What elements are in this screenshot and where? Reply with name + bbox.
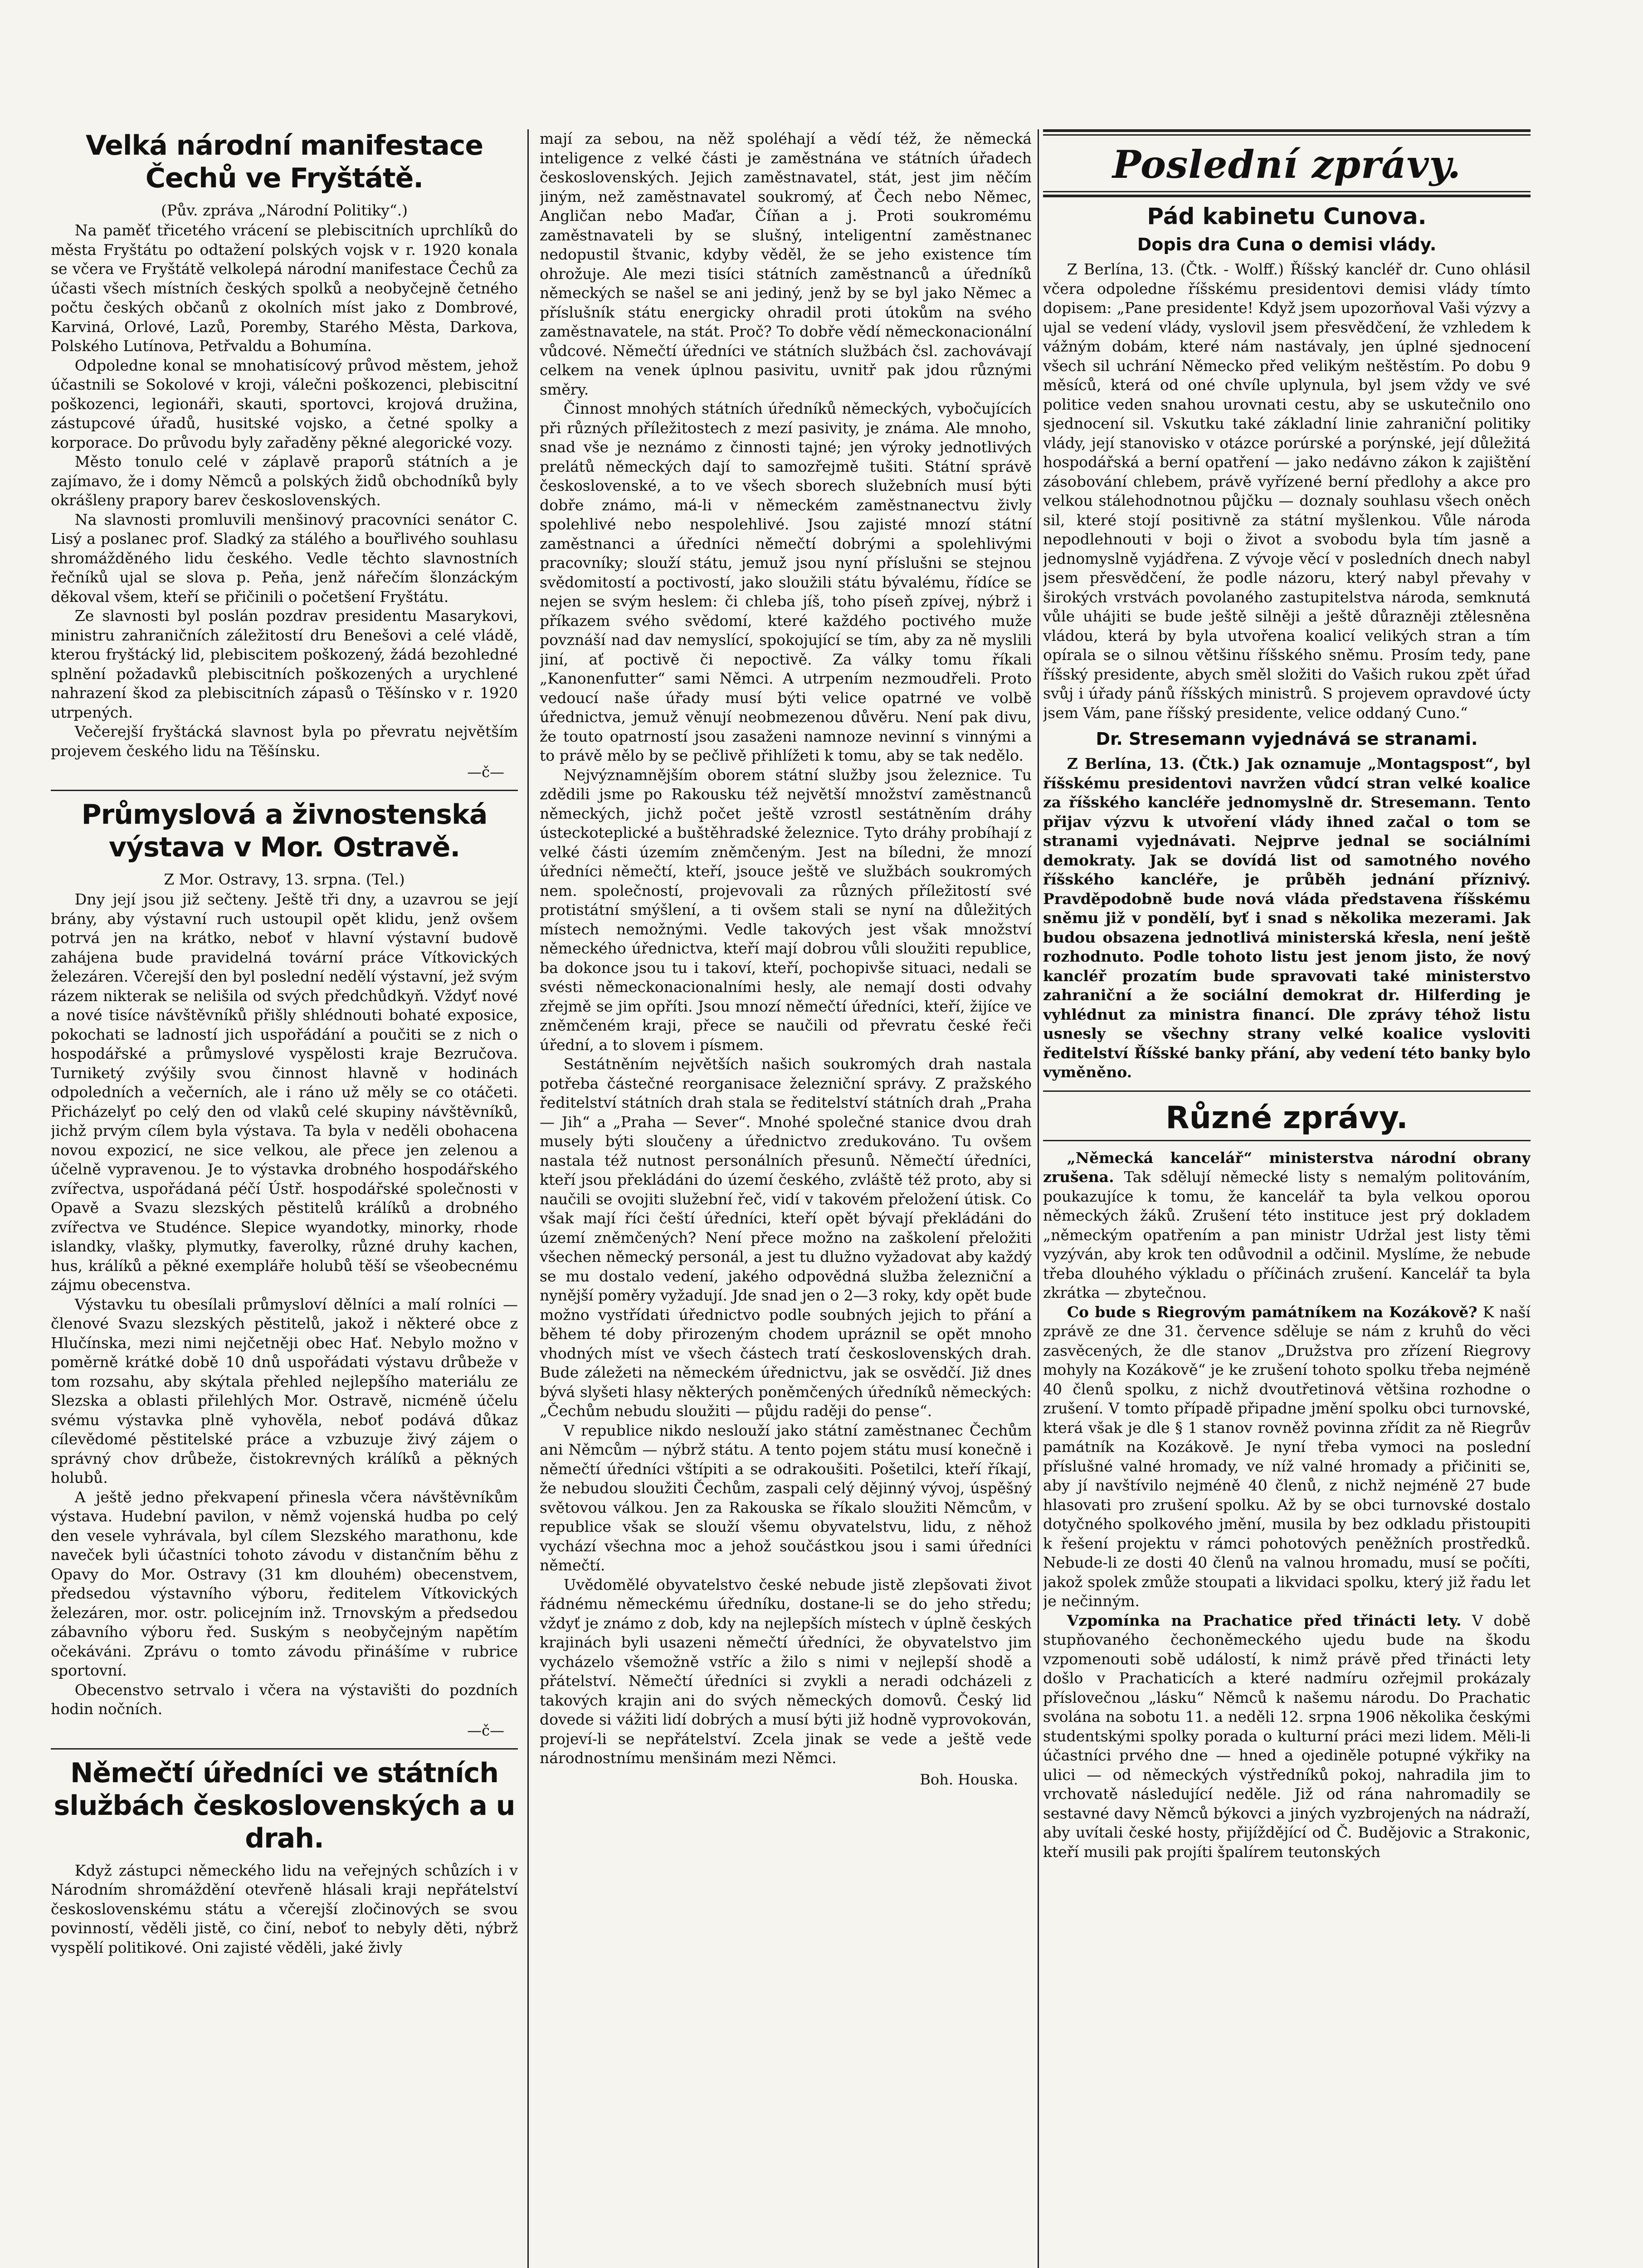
article-vystava bbox=[51, 798, 518, 1740]
paragraph: Odpoledne konal se mnohatisícový průvod městem, jehož účastnili se Sokolové v kroji, válečni poškozenci, plebiscitní poškozenci, legionáři, skauti, sportovci, krojová družina, zástupcové úřadů, husitské vojsko, a četné spolky a korporace. Do průvodu byly zařaděny pěkné alegorické vozy. bbox=[51, 356, 518, 451]
section-title: Různé zprávy. bbox=[1165, 1100, 1408, 1136]
masthead-rule-top bbox=[1043, 129, 1531, 137]
paragraph: V republice nikdo neslouží jako státní zaměstnanec Čechům ani Němcům — nýbrž státu. A tento pojem státu musí konečně i němečtí úředníci vštípiti a se odrakoušiti. Pošetilci, kteří říkají, že nebudou sloužiti Čechům, zaspali celý dějinný vývoj, úspěšný světovou válkou. Jen za Rakouska se říkalo sloužiti Němcům, v republice však se slouží všemu obyvatelstvu, lidu, z něhož vychází všechna moc a jehož součástkou jsou i sami úředníci němečtí. bbox=[540, 1421, 1032, 1574]
paragraph: Ze slavnosti byl poslán pozdrav presidentu Masarykovi, ministru zahraničních záležitostí dru Benešovi a celé vládě, kterou fryštácký lid, plebiscitem poškozený, žádá bezohledné splnění požadavků plebiscitních poškozených a urychlené nahrazení škod za plebiscitních zápasů o Těšínsko v r. 1920 utrpených. bbox=[51, 607, 518, 721]
paragraph: Když zástupci německého lidu na veřejných schůzích i v Národním shromáždění otevřeně hlásali kraji nepřátelství československému státu a včerejší zločinových se svou povinností, věděli jistě, co činí, neboť to nebyly děti, nýbrž vyspělí politikové. Oni zajisté věděli, jaké živly bbox=[51, 1861, 518, 1956]
paragraph: Výstavku tu obesílali průmysloví dělníci a malí rolníci — členové Svazu slezských pěstitelů, jakož i některé obce z Hlučínska, mezi nimi nejčetněji obec Hať. Nebylo možno v poměrně krátké době 10 dnů uspořádati výstavu drůbeže v tom rozsahu, aby skýtala přehled nejlepšího materiálu ze Slezska a oblasti přilehlých Mor. Ostravě, nicméně účelu svému výstavka plně vyhověla, neboť podává důkaz cílevědomé pěstitelské práce a vzbuzuje živý zájem o správný chov drůbeže, čistokrevných králíků a pěkných holubů. bbox=[51, 1295, 518, 1486]
subheadline: Dopis dra Cuna o demisi vlády. bbox=[1137, 235, 1437, 254]
news-item-text: Tak sdělují německé listy s nemalým politováním, poukazujíce k tomu, že kancelář ta byla velkou oporou německých žáků. Zrušení této instituce jest prý dokladem „německým opatřením a pan ministr Udržal jest listy těmi vyzýván, aby krok ten odůvodnil a odčinil. Myslíme, že nebude třeba dlouhého výkladu o příčinách zrušení. Kancelář ta byla zkrátka — zbytečnou. bbox=[1043, 1168, 1531, 1301]
article-urednici bbox=[51, 1757, 518, 1958]
news-item bbox=[1043, 1149, 1531, 1303]
paragraph: Večerejší fryštácká slavnost byla po převratu největším projevem českého lidu na Těšínsku. bbox=[51, 723, 518, 760]
headline: Pád kabinetu Cunova. bbox=[1147, 203, 1427, 230]
column-rule-left bbox=[527, 129, 529, 2268]
article-dateline: Z Mor. Ostravy, 13. srpna. (Tel.) bbox=[164, 870, 405, 888]
news-item-lead: Vzpomínka na Prachatice před třinácti lety. bbox=[1067, 1611, 1462, 1629]
paragraph: Na paměť třicetého vrácení se plebiscitních uprchlíků do města Fryštátu po odtažení polských vojsk v r. 1920 konala se včera ve Fryštátě velkolepá národní manifestace Čechů za účasti všech místních českých spolků a neobyčejně četného počtu českých občanů z okolních míst jako z Dombrové, Karviná, Orlové, Lazů, Poremby, Starého Města, Darkova, Polského Lutínova, Petřvaldu a Bohumína. bbox=[51, 221, 518, 355]
paragraph: Dny její jsou již sečteny. Ještě tři dny, a uzavrou se její brány, aby výstavní ruch ustoupil opět klidu, jenž ovšem potrvá jen na krátko, neboť v hlavní výstavní budově zahájena bude pravidelná tovární práce Vítkovických železáren. Včerejší den byl poslední nedělí výstavní, jež svým rázem nikterak se nelišila od svých předchůdkyň. Vždyť nové a nové tisíce návštěvníků přišly shlédnouti bohaté exposice, pokochati se ladností jich uspořádání a poučiti se z nich o hospodářské a průmyslové vyspělosti kraje Bezručova. Turniketý zvýšily svou činnost hlavně v hodinách odpoledních a večerních, ale i ráno už měly se co otáčeti. Přicházelyť po celý den od vlaků celé skupiny návštěvníků, jichž prvým cílem byla výstava. Ta byla v neděli obohacena novou expozicí, ne sice velkou, ale přece jen zelenou a účelně vypravenou. Je to výstavka drobného hospodářského zvířectva, uspořádaná péčí Ústř. hospodářské společnosti v Opavě a Svazu slezských pěstitelů králíků a drobného zvířectva ve Studénce. Slepice wyandotky, minorky, rhode islandky, vlašky, plymutky, faverolky, různé druhy kachen, hus, králíků a pěkné exempláře holubů těší se všeobecnému zájmu obecenstva. bbox=[51, 890, 518, 1294]
masthead-rule-bottom bbox=[1043, 191, 1531, 199]
section-divider bbox=[1043, 1140, 1531, 1141]
paragraph: Nejvýznamnějším oborem státní služby jsou železnice. Tu zdědili jsme po Rakousku též největší množství zaměstnanců německých, jichž počet ještě vzrostl sestátněním dráhy ústeckoteplické a buštěhradské železnice. Tyto dráhy probíhají z velké části územím zněmčeným. Jest na bíledni, že mnozí úředníci němečtí, kteří, jsouce ještě ve službách soukromých nem. společností, projevovali za různých příležitostí své protistátní smýšlení, a ti ovšem stali se nyní na důležitých místech nemožnými. Vedle takových jest však množství německého úřednictva, kteří mají dobrou vůli sloužiti republice, ba dokonce jsou tu i takoví, kteří, pochopivše situaci, nedali se svésti německonacionalními hesly, ale nemají dosti odvahy zřejmě se jim opříti. Jsou mnozí němečtí úředníci, kteří, žijíce ve zněmčeném kraji, přece se naučili od převratu české řeči úřední, a to slovem i písmem. bbox=[540, 766, 1032, 1054]
paragraph: Na slavnosti promluvili menšinový pracovníci senátor C. Lisý a poslanec prof. Sladký za stálého a bouřlivého souhlasu shromážděného lidu českého. Vedle těchto slavnostních řečníků ujal se slova p. Peňa, jenž nářečím šlonzáckým děkoval všem, kteří se přičinili o početšení Fryštátu. bbox=[51, 510, 518, 606]
headline-stresemann: Dr. Stresemann vyjednává se stranami. bbox=[1096, 729, 1478, 749]
article-signature: —č— bbox=[467, 1721, 504, 1739]
paragraph: A ještě jedno překvapení přinesla včera návštěvníkům výstava. Hudební pavilon, v němž vojenská hudba po celý den vesele vyhrávala, byl cílem Slezského marathonu, kde naveček byli účastníci tohoto závodu v distančním běhu z Opavy do Mor. Ostravy (31 km dlouhém) obecenstvem, předsedou výstavního výboru, ředitelem Vítkovických železáren, mor. ostr. policejním inž. Trnovským a předsedou zábavního výboru řed. Suským s neobyčejným napětím očekáváni. Zprávu o tomto závodu přinášíme v rubrice sportovní. bbox=[51, 1488, 518, 1679]
column-rule-right bbox=[1038, 129, 1039, 2268]
news-item-lead: „Německá kancelář“ ministerstva národní obrany zrušena. bbox=[1043, 1149, 1531, 1186]
paragraph: Z Berlína, 13. (Čtk. - Wolff.) Říšský kancléř dr. Cuno ohlásil včera odpoledne říšskému presidentovi demisi vlády tímto dopisem: „Pane presidente! Když jsem upozorňoval Vaši výzvy a ujal se vedení vlády, vyslovil jsem přesvědčení, že vzhledem k vážným dobám, které nám nastávaly, jen úplné sjednocení všech sil uchrání Německo před velikým neštěstím. Po dobu 9 měsíců, která od oné chvíle uplynula, byl jsem vždy ve své politice veden snahou urovnati cestu, aby se uskutečnilo ono sjednocení sil. Vskutku také základní linie zahraniční politiky vlády, její stanovisko v otázce porúrské a porýnské, její důležitá hospodářská a berní opatření — jako nedávno zákon k zajištění zásobování chlebem, právě vyřízené berní předlohy a akce pro velkou stálehodnotnou půjčku — doznaly souhlasu všech oněch sil, které stojí positivně za státní myšlenkou. Vůle národa nepodlehnouti v boji o život a svobodu byla tím jasně a jednomyslně vyjádřena. Z vývoje věcí v posledních dnech nabyl jsem přesvědčení, že podle názoru, který nabyl převahy v širokých vrstvách povolaného zastupitelstva národa, semknutá vůle uhájiti se bude ještě silněji a ještě důrazněji ztělesněna vládou, která by byla utvořena koalicí velikých stran a tím opírala se o silnou většinu říšského sněmu. Prosím tedy, pane říšský presidente, abych směl složiti do Vašich rukou zpět úřad svůj i úřady pánů říšských ministrů. S projevem opravdové úcty jsem Vám, pane říšský presidente, velice oddaný Cuno.“ bbox=[1043, 260, 1531, 722]
paragraph: Z Berlína, 13. (Čtk.) Jak oznamuje „Montagspost“, byl říšskému presidentovi navržen vůdcí stran velké koalice za říšského kancléře jednomyslně dr. Stresemann. Tento přijav výzvu k utvoření vlády ihned začal o tom se stranami vyjednávati. Nejprve jednal se sociálními demokraty. Jak se dovídá list od samotného nového říšského kancléře, je průběh jednání příznivý. Pravděpodobně bude nová vláda představena říšskému sněmu již v pondělí, byť i snad s několika mezerami. Jak budou obsazena jednotlivá ministerská křesla, není ještě rozhodnuto. Podle tohoto listu jest jenom jisto, že nový kancléř prozatím bude spravovati také ministerstvo zahraniční a že sociální demokrat dr. Hilferding je vyhlédnut za ministra financí. Dle zprávy téhož listu usnesly se všechny strany velké koalice vysloviti ředitelství Říšské banky přání, aby vedení této banky bylo vyměněno. bbox=[1043, 755, 1531, 1081]
column-2 bbox=[540, 129, 1032, 2268]
paragraph: Sestátněním největších našich soukromých drah nastala potřeba částečné reorganisace železniční správy. Z pražského ředitelství státních drah stala se ředitelství státních drah „Praha — Jih“ a „Praha — Sever“. Mnohé společné stanice dvou drah musely býti sloučeny a úřednictvo zredukováno. Tu ovšem nastala též nutnost personálních přesunů. Němečtí úředníci, kteří jsou překládáni do území českého, zvláště též proto, aby si naučili se ovojiti služební řeč, vidí v takovém přeložení útisk. Co však mají říci čeští úředníci, kteří opět bývají překládáni do území zněmčených? Není přece možno na zaškolení přeložiti všechen německý personál, a jest tu dlužno vyžadovat aby každý se mu dostalo vedení, jakého odpovědná služba železniční a nynější poměry vyžadují. Jde snad jen o 2—3 roky, kdy opět bude možno vystřídati úřednictvo podle soubných jejich to přání a během té doby přirozeným chodem upráznil se opět mnoho vhodných míst ve všech částech tratí československých drah. Bude záležeti na německém úřednictvu, jak se osvědčí. Již dnes bývá slyšeti hlasy některých poněmčených úředníků německých: „Čechům nebudu sloužiti — půjdu raději do pense“. bbox=[540, 1055, 1032, 1420]
news-item-text: V době stupňovaného čechoněmeckého ujedu bude na škodu vzpomenouti sobě událostí, k nimž právě před třinácti lety došlo v Prachaticích a které nadmíru ozřejmil prokázaly příslovečnou „lásku“ Němců k našemu národu. Do Prachatic svolána na sobotu 11. a neděli 12. srpna 1906 několika českými studentskými spolky porada o kulturní práci mezi lidem. Měli-li účastníci prvého dne — hned a ojediněle potupné výkřiky na ulici — od německých výstředníků pokoj, nahradila jim to vrchovatě následující neděle. Již od rána nahromadily se sestavné davy Němců býkovci a jiných vyzbrojených na nádraží, aby uvítali české hosty, přijíždějící od Č. Budějovic a Strakonic, kteří musili pak projíti špalírem teutonských bbox=[1043, 1611, 1531, 1861]
section-divider bbox=[1043, 1090, 1531, 1092]
article-source: (Pův. zpráva „Národní Politiky“.) bbox=[161, 201, 408, 219]
news-item bbox=[1043, 1303, 1531, 1611]
article-frystat bbox=[51, 129, 518, 782]
article-divider bbox=[51, 790, 518, 791]
news-item-text: K naší zprávě ze dne 31. července sděluje se nám z kruhů do věci zasvěcených, že dle stanov „Družstva pro zřízení Riegrovy mohyly na Kozákově“ je ke zrušení tohoto spolku třeba nejméně 40 členů spolku, z nichž dvoutřetinová většina rozhodne o zrušení. V tomto případě připadne jmění spolku obci turnovské, která však je dle § 1 stanov rovněž povinna zřídit za ně Riegrův památník na Kozákově. Je nyní třeba vymoci na poslední příslušné valné hromady, ve níž valné hromady a přičiniti se, aby jí navštívilo nejméně 40 členů, z nichž nejméně 27 bude hlasovati pro zrušení spolku. Až by se obci turnovské dostalo dotyčného spolkového jmění, musila by bez odkladu přistoupiti k řešení projektu v rámci pohotových peněžních prostředků. Nebude-li ze dosti 40 členů na valnou hromadu, musí se počíti, jakož spolek zmůže stoupati a likvidaci spolku, který již řadu let je nečinným. bbox=[1043, 1303, 1531, 1610]
column-1 bbox=[51, 129, 518, 2268]
article-signature: —č— bbox=[467, 763, 504, 781]
paragraph: Činnost mnohých státních úředníků německých, vybočujících při různých příležitostech z mezí pasivity, je známa. Ale mnoho, snad vše je neznámo z činnosti tajné; jen výroky jednotlivých prelátů německých dají to samozřejmě tušiti. Státní správě československé, a to ve všech sborech služebních musí býti dobře známo, má-li v německém zaměstnanectvu živly spolehlivé nebo nespolehlivé. Jsou zajisté mnozí státní zaměstnanci a úředníci němečtí dobrými a spolehlivými pracovníky; slouží státu, jemuž jsou nyní příslušni se stejnou svědomitostí a poctivostí, jako sloužili státu bývalému, řídíce se nejen se svým heslem: či chleba jíš, toho píseň zpívej, nýbrž i příkazem svého svědomí, které každého poctivého muže povznáší nad dav nemyslící, spokojující se tím, aby za ně myslili jiní, ať poctivě či nepoctivě. Za války tomu říkali „Kanonenfutter“ sami Němci. A utrpením nezmoudřeli. Proto vedoucí naše úřady musí býti velice opatrné ve volbě úřednictva, jemuž věnují neobmezenou důvěru. Není pak divu, že touto opatrností jsou zasaženi namnoze nevinní s vinnými a to právě mělo by se pečlivě přihlížeti k tomu, aby se tak nedělo. bbox=[540, 400, 1032, 764]
news-item-lead: Co bude s Riegrovým památníkem na Kozákově? bbox=[1067, 1303, 1477, 1321]
article-title: Němečtí úředníci ve státních službách československých a u drah. bbox=[54, 1757, 515, 1854]
paragraph: Město tonulo celé v záplavě praporů státních a je zajímavo, že i domy Němců a polských židů obchodníků byly okrášleny prapory barev československých. bbox=[51, 453, 518, 509]
paragraph: mají za sebou, na něž spoléhají a vědí též, že německá inteligence z velké části je zaměstnána ve státních úřadech československých. Jejich zaměstnavatel, stát, jest jim něčím jiným, než zaměstnavatel soukromý, ať Čech nebo Němec, Angličan nebo Maďar, Číňan a j. Proti soukromému zaměstnavateli by se slušný, inteligentní zaměstnanec nedopustil štvanic, kdyby věděl, že se jeho existence tím ohrožuje. Ale mezi tisíci státních zaměstnanců a úředníků německých se našel se ani jediný, jenž by se byl jako Němec a příslušník státu energicky ohradil proti útokům na svého zaměstnavatele, na stát. Proč? To dobře vědí německonacionální vůdcové. Němečtí úředníci ve státních službách čsl. zachovávají celkem na venek úplnou pasivitu, uvnitř pak jdou různými směry. bbox=[540, 130, 1032, 398]
column-3 bbox=[1043, 129, 1531, 2268]
article-divider bbox=[51, 1748, 518, 1750]
article-signature: Boh. Houska. bbox=[920, 1770, 1018, 1788]
article-title: Velká národní manifestace Čechů ve Fryštátě. bbox=[85, 130, 483, 194]
article-title: Průmyslová a živnostenská výstava v Mor. Ostravě. bbox=[81, 799, 488, 863]
section-masthead: Poslední zprávy. bbox=[1112, 142, 1461, 187]
paragraph: Obecenstvo setrvalo i včera na výstavišti do pozdních hodin nočních. bbox=[51, 1681, 518, 1718]
news-item bbox=[1043, 1611, 1531, 1862]
paragraph: Uvědomělé obyvatelstvo české nebude jistě zlepšovati život řádnému německému úředníku, dostane-li se do jeho středu; vždyť je známo z dob, kdy na nejlepších místech v úplně českých krajinách byli usazeni němečtí úředníci, že obyvatelstvo jim vycházelo všemožně vstříc a žilo s nimi v nejlepší shodě a přátelství. Němečtí úředníci si zvykli a neradi odcházeli z takových krajin ani do svých německých domovů. Český lid dovede si vážiti lidí dobrých a musí býti již hodně vyprovokován, projeví-li se nepřátelství. Zcela jinak se vede a ještě vede národnostnímu menšinám mezi Němci. bbox=[540, 1575, 1032, 1767]
